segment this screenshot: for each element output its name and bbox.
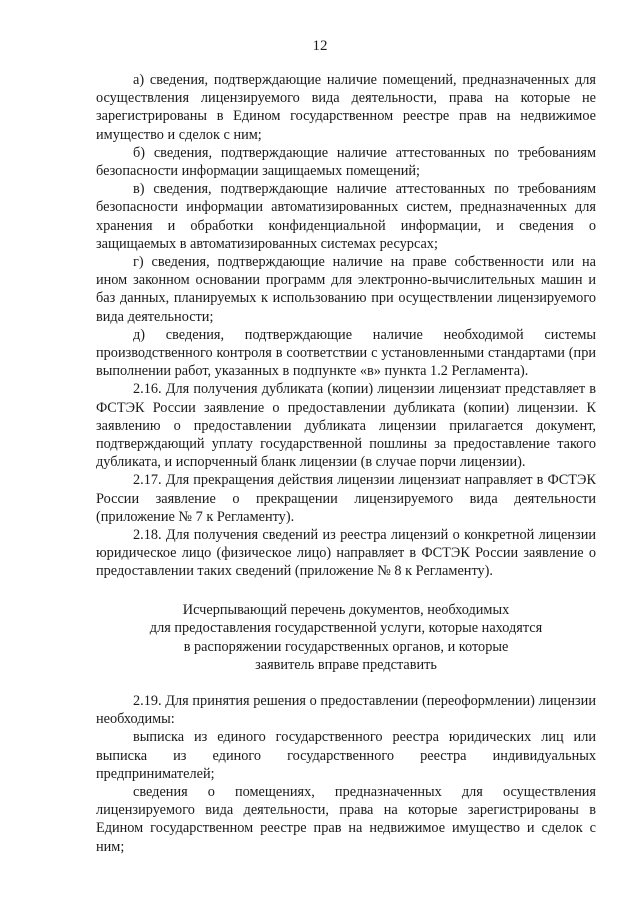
page-number: 12 [312, 38, 328, 54]
paragraph-a: а) сведения, подтверждающие наличие помещений, предназначенных для осуществления лицензируемого вида деятельности, права на которые не зарегистрированы в Едином государственном реестре прав на недвижимое имущество и сделок с ним; [96, 72, 596, 143]
paragraph-v: в) сведения, подтверждающие наличие аттестованных по требованиям безопасности информации автоматизированных систем, предназначенных для хранения и обработки конфиденциальной информации, и сведения о защищаемых в автоматизированных системах ресурсах; [96, 181, 596, 252]
paragraph-registry-extract: выписка из единого государственного реестра юридических лиц или выписка из единого государственного реестра индивидуальных предпринимателей; [96, 729, 596, 782]
heading-line: в распоряжении государственных органов, и которые [183, 638, 509, 655]
paragraph-g: г) сведения, подтверждающие наличие на праве собственности или на ином законном основании программ для электронно-вычислительных машин и баз данных, планируемых к использованию при осуществлении лицензируемого вида деятельности; [96, 254, 596, 325]
document-body [96, 71, 596, 856]
paragraph-d: д) сведения, подтверждающие наличие необходимой системы производственного контроля в соответствии с установленными стандартами (при выполнении работ, указанных в подпункте «в» пункта 1.2 Регламента). [96, 326, 596, 380]
paragraph-2-19: 2.19. Для принятия решения о предоставлении (переоформлении) лицензии необходимы: [96, 693, 596, 728]
paragraph-premises-info: сведения о помещениях, предназначенных для осуществления лицензируемого вида деятельности, права на которые зарегистрированы в Едином государственном реестре прав на недвижимое имущество и сделок с ним; [96, 784, 596, 855]
paragraph-2-16: 2.16. Для получения дубликата (копии) лицензии лицензиат представляет в ФСТЭК России заявление о предоставлении дубликата (копии) лицензии. К заявлению о предоставлении дубликата лицензии прилагается документ, подтверждающий уплату государственной пошлины за предоставление такого дубликата, и испорченный бланк лицензии (в случае порчи лицензии). [96, 381, 596, 471]
paragraph-2-17: 2.17. Для прекращения действия лицензии лицензиат направляет в ФСТЭК России заявление о прекращении лицензируемого вида деятельности (приложение № 7 к Регламенту). [96, 472, 596, 525]
paragraph-2-18: 2.18. Для получения сведений из реестра лицензий о конкретной лицензии юридическое лицо (физическое лицо) направляет в ФСТЭК России заявление о предоставлении таких сведений (приложение № 8 к Регламенту). [96, 527, 596, 580]
paragraph-b: б) сведения, подтверждающие наличие аттестованных по требованиям безопасности информации защищаемых помещений; [96, 144, 596, 180]
heading-line: Исчерпывающий перечень документов, необходимых [182, 601, 510, 618]
heading-line: для предоставления государственной услуги, которые находятся [149, 620, 543, 637]
section-heading [96, 601, 596, 675]
heading-line: заявитель вправе представить [255, 657, 437, 674]
